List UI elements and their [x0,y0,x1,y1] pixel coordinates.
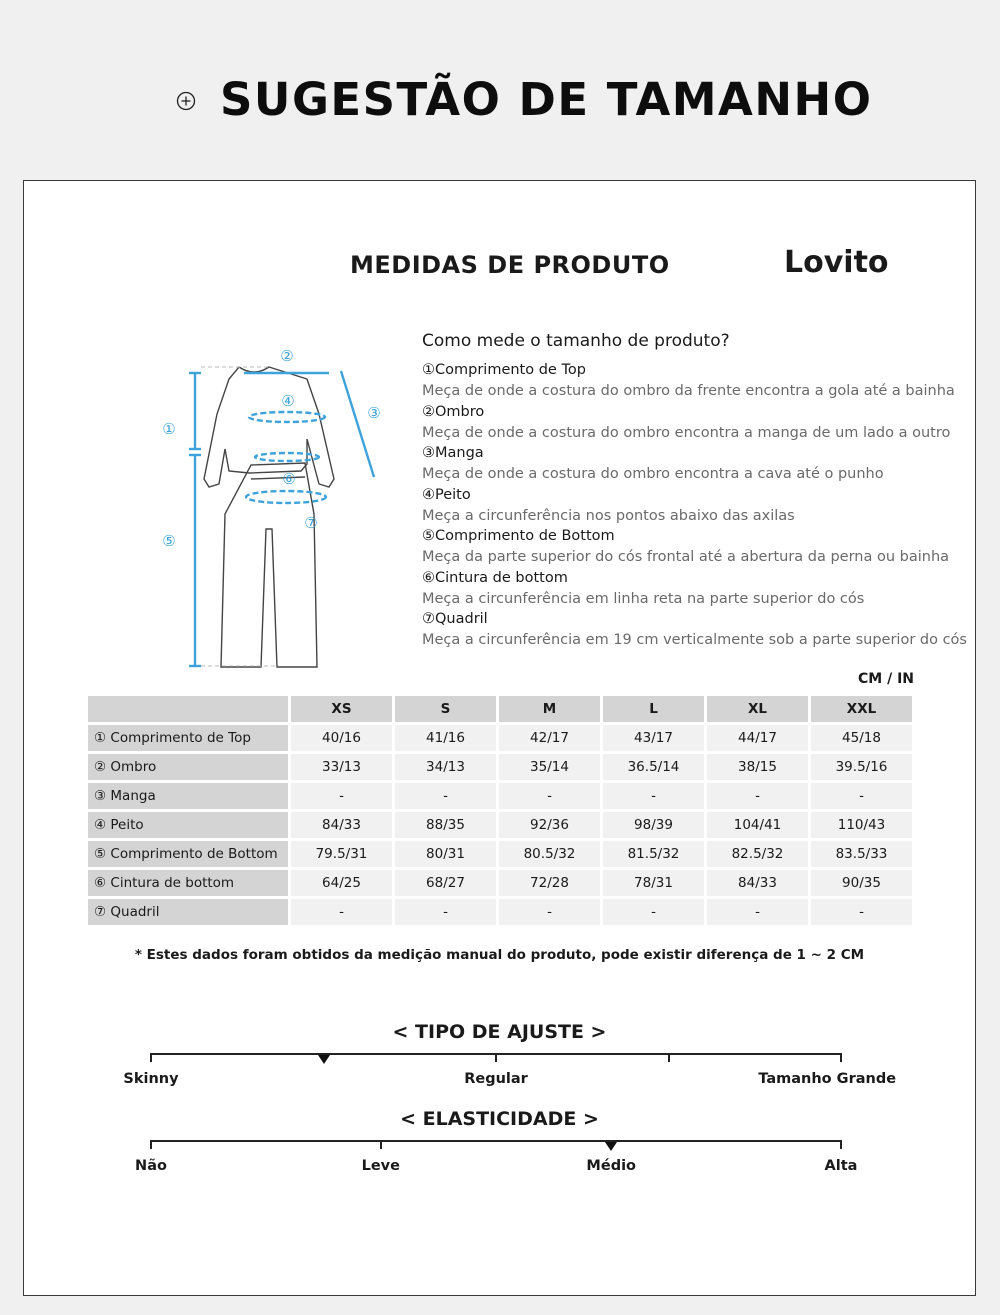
table-cell: 35/14 [499,754,600,780]
page-header [0,0,1000,180]
guide-item-label: ③Manga [422,445,484,461]
guide-item [422,443,962,485]
table-cell: 40/16 [291,725,392,751]
plus-circle-icon [176,91,196,111]
table-row [88,754,912,780]
guide-item [422,568,962,610]
table-row [88,725,912,751]
fit-scale-label: Tamanho Grande [758,1071,897,1087]
fit-scale-tick [495,1053,497,1062]
guide-item [422,526,962,568]
fit-scale-tick [840,1053,842,1062]
table-row [88,783,912,809]
row-label: ② Ombro [88,754,288,780]
guide-dashes [201,367,279,666]
figure-label-6: ⑥ [282,470,296,488]
table-cell: 82.5/32 [707,841,808,867]
elasticity-scale-track [151,1140,841,1142]
table-cell: 83.5/33 [811,841,912,867]
guide-item-label: ⑦Quadril [422,611,488,627]
table-cell: 88/35 [395,812,496,838]
row-label: ④ Peito [88,812,288,838]
table-cell: 45/18 [811,725,912,751]
guide-item-label: ②Ombro [422,403,485,420]
guide-item-desc: Meça a circunferência em 19 cm verticalmente sob a parte superior do cós [422,632,967,648]
table-cell: 42/17 [499,725,600,751]
guide-item [422,360,962,402]
table-cell: 80/31 [395,841,496,867]
table-row [88,870,912,896]
garment-measurement-figure [129,339,389,669]
fit-scale-label: Regular [464,1071,528,1087]
guide-item-desc: Meça de onde a costura do ombro encontra a manga de um lado a outro [422,424,951,441]
guide-item [422,402,962,444]
table-row [88,841,912,867]
elasticity-scale-label: Leve [361,1158,400,1174]
table-cell: 41/16 [395,725,496,751]
table-row [88,899,912,925]
elasticity-scale-label: Não [135,1158,167,1174]
table-cell: 104/41 [707,812,808,838]
figure-label-4: ④ [281,392,295,410]
table-cell: 64/25 [291,870,392,896]
fit-scale-marker [318,1055,330,1064]
table-corner [88,696,288,722]
table-cell: 68/27 [395,870,496,896]
size-header: M [499,696,600,722]
guide-item-desc: Meça da parte superior do cós frontal até a abertura da perna ou bainha [422,549,950,565]
elasticity-scale-label: Alta [824,1158,858,1174]
row-label: ⑤ Comprimento de Bottom [88,841,288,867]
table-cell: - [499,899,600,925]
fit-scale-tick [150,1053,152,1062]
size-header: XL [707,696,808,722]
unit-label: CM / IN [858,671,914,687]
measurement-guide [422,331,967,651]
table-cell: 33/13 [291,754,392,780]
table-cell: 78/31 [603,870,704,896]
table-cell: 79.5/31 [291,841,392,867]
brand-logo: Lovito [784,245,889,280]
size-header: XS [291,696,392,722]
figure-label-7: ⑦ [304,514,318,532]
table-cell: 39.5/16 [811,754,912,780]
size-header: XXL [811,696,912,722]
table-cell: - [291,783,392,809]
figure-label-5: ⑤ [162,532,176,550]
table-cell: - [603,783,704,809]
table-cell: 84/33 [707,870,808,896]
guide-item [422,485,962,527]
measurement-note: * Estes dados foram obtidos da medição manual do produto, pode existir diferença de 1 ~ 2 CM [134,947,865,963]
guide-item-desc: Meça a circunferência em linha reta na parte superior do cós [422,590,865,607]
figure-label-2: ② [280,347,294,365]
guide-item [422,609,967,651]
table-cell: 110/43 [811,812,912,838]
table-cell: 84/33 [291,812,392,838]
guide-item-label: ⑥Cintura de bottom [422,569,568,586]
table-row [88,812,912,838]
elasticity-scale-title: < ELASTICIDADE > [400,1108,599,1130]
row-label: ⑥ Cintura de bottom [88,870,288,896]
guide-item-label: ⑤Comprimento de Bottom [422,528,615,544]
row-label: ⑦ Quadril [88,899,288,925]
size-header: L [603,696,704,722]
elasticity-scale-label: Médio [586,1158,637,1174]
row-label: ① Comprimento de Top [88,725,288,751]
table-cell: - [603,899,704,925]
guide-item-label: ①Comprimento de Top [422,362,586,378]
table-cell: 38/15 [707,754,808,780]
fit-scale-tick [668,1053,670,1062]
elasticity-scale-tick [150,1140,152,1149]
fit-scale-label: Skinny [123,1071,179,1087]
table-cell: 44/17 [707,725,808,751]
table-cell: - [291,899,392,925]
card-title: MEDIDAS DE PRODUTO [350,251,670,279]
size-table [85,693,915,928]
page-title: SUGESTÃO DE TAMANHO [220,73,873,126]
table-header-row [88,696,912,722]
size-header: S [395,696,496,722]
elasticity-scale-tick [380,1140,382,1149]
figure-label-1: ① [162,420,176,438]
table-cell: - [707,783,808,809]
table-cell: 81.5/32 [603,841,704,867]
elasticity-scale-marker [605,1142,617,1151]
table-cell: - [811,899,912,925]
table-cell: 36.5/14 [603,754,704,780]
table-cell: 90/35 [811,870,912,896]
guide-item-desc: Meça de onde a costura do ombro da frente encontra a gola até a bainha [422,383,955,399]
fit-scale-title: < TIPO DE AJUSTE > [392,1021,607,1043]
guide-item-desc: Meça a circunferência nos pontos abaixo das axilas [422,507,795,524]
figure-label-3: ③ [367,404,381,422]
table-cell: 98/39 [603,812,704,838]
guide-item-label: ④Peito [422,486,471,503]
table-cell: 72/28 [499,870,600,896]
guide-item-desc: Meça de onde a costura do ombro encontra a cava até o punho [422,466,884,482]
table-cell: 80.5/32 [499,841,600,867]
table-cell: - [707,899,808,925]
table-cell: - [395,783,496,809]
table-cell: - [499,783,600,809]
table-cell: - [395,899,496,925]
size-guide-card [23,180,976,1296]
table-cell: - [811,783,912,809]
guide-question: Como mede o tamanho de produto? [422,331,730,351]
table-cell: 43/17 [603,725,704,751]
table-cell: 92/36 [499,812,600,838]
elasticity-scale-tick [840,1140,842,1149]
table-cell: 34/13 [395,754,496,780]
row-label: ③ Manga [88,783,288,809]
